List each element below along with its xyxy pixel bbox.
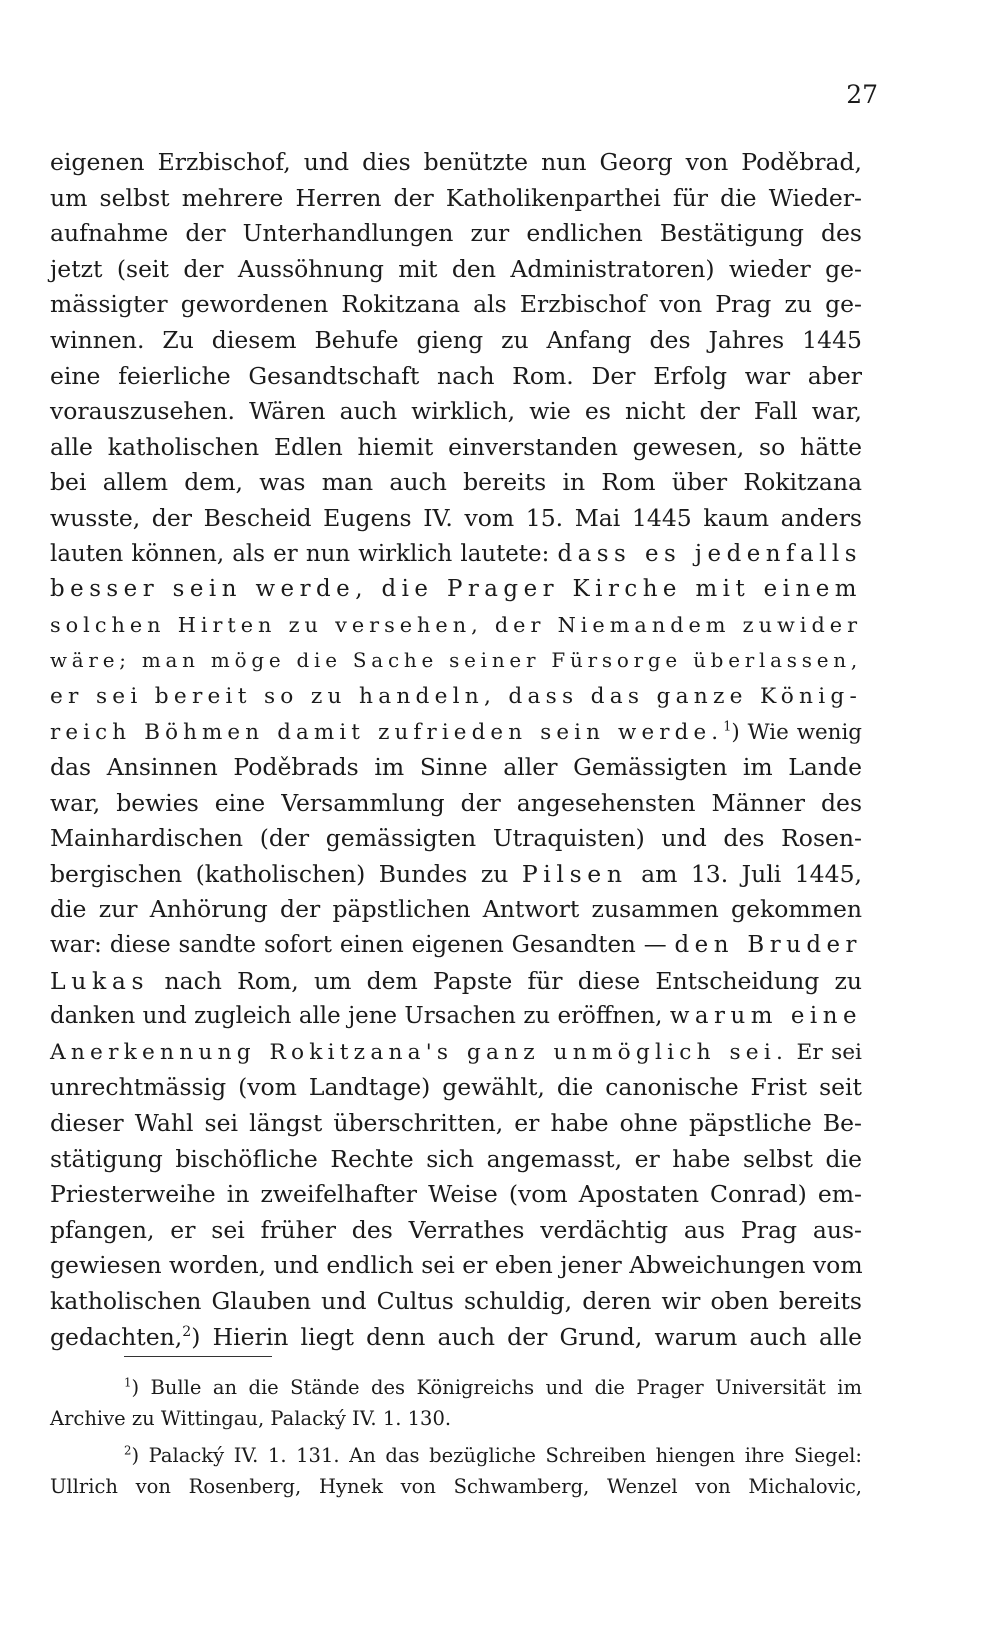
text-run: danken und zugleich alle jene Ursachen zu eröffnen,	[50, 1003, 670, 1030]
spaced-text: reich Böhmen damit zufrieden sein werde.	[50, 719, 724, 745]
spaced-text: warum eine	[669, 1003, 862, 1030]
footnotes	[50, 1372, 862, 1502]
text-run: am 13. Juli 1445,	[627, 859, 862, 888]
text-line	[50, 857, 862, 893]
text-run: um selbst mehrere Herren der Katholikenparthei für die Wieder-	[50, 183, 862, 212]
spaced-text: er sei bereit so zu handeln, dass das ganze König-	[50, 683, 862, 709]
footnote-marker: 1	[124, 1375, 132, 1390]
footnote-line	[50, 1440, 862, 1471]
text-run: winnen. Zu diesem Behufe gieng zu Anfang des Jahres 1445	[50, 325, 862, 354]
text-run: ) Wie wenig	[731, 719, 862, 745]
text-run: gedachten,	[50, 1322, 183, 1351]
text-run: bergischen (katholischen) Bundes zu	[50, 859, 522, 888]
text-line	[50, 145, 862, 181]
text-line	[50, 999, 862, 1035]
text-run: war: diese sandte sofort einen eigenen Gesandten —	[50, 932, 675, 959]
text-line	[50, 1142, 862, 1178]
text-line	[50, 252, 862, 288]
text-run: alle katholischen Edlen hiemit einverstanden gewesen, so hätte	[50, 432, 862, 461]
text-line	[50, 216, 862, 252]
text-line	[50, 1284, 862, 1320]
text-run: katholischen Glauben und Cultus schuldig, deren wir oben bereits	[50, 1287, 862, 1315]
footnote-line	[50, 1471, 862, 1502]
text-run: unrechtmässig (vom Landtage) gewählt, die canonische Frist seit	[50, 1073, 862, 1102]
spaced-text: den Bruder	[674, 932, 863, 959]
text-line	[50, 572, 862, 608]
text-run: das Ansinnen Poděbrads im Sinne aller Gemässigten im Lande	[50, 753, 862, 782]
text-run: lauten können, als er nun wirklich lautete:	[50, 540, 558, 567]
text-line	[50, 287, 862, 323]
footnote-line	[50, 1372, 862, 1403]
text-run: jetzt (seit der Aussöhnung mit den Administratoren) wieder ge-	[50, 254, 862, 283]
footnote-marker: 2	[182, 1323, 192, 1340]
text-line	[50, 394, 862, 430]
text-run: nach Rom, um dem Papste für diese Entscheidung zu	[149, 966, 862, 995]
spaced-text: wäre; man möge die Sache seiner Fürsorge überlassen,	[50, 649, 862, 673]
text-line	[50, 501, 862, 537]
spaced-text: dass es jedenfalls	[557, 540, 862, 567]
text-run: die zur Anhörung der päpstlichen Antwort zusammen gekommen	[50, 895, 862, 924]
text-run: bei allem dem, was man auch bereits in Rom über Rokitzana	[50, 468, 862, 497]
text-run: eigenen Erzbischof, und dies benützte nun Georg von Poděbrad,	[50, 148, 862, 176]
text-line	[50, 715, 862, 751]
text-line	[50, 323, 862, 359]
text-line	[50, 537, 862, 573]
text-line	[50, 1248, 862, 1284]
text-run: ) Palacký IV. 1. 131. An das bezügliche Schreiben hiengen ihre Siegel:	[131, 1444, 862, 1467]
text-run: stätigung bischöfliche Rechte sich angemasst, er habe selbst die	[50, 1144, 862, 1173]
text-line	[50, 1213, 862, 1249]
text-run: Er sei	[788, 1039, 862, 1065]
footnote-marker: 2	[124, 1443, 132, 1458]
text-run: gewiesen worden, und endlich sei er eben jener Abweichungen vom	[50, 1251, 863, 1280]
text-run: aufnahme der Unterhandlungen zur endlichen Bestätigung des	[50, 219, 862, 248]
spaced-text: Pilsen	[521, 859, 628, 888]
footnote-line	[50, 1403, 862, 1434]
text-line	[50, 181, 862, 217]
text-line	[50, 465, 862, 501]
page-number: 27	[846, 80, 878, 109]
text-run: vorauszusehen. Wären auch wirklich, wie es nicht der Fall war,	[50, 397, 862, 426]
spaced-text: Lukas	[50, 966, 150, 995]
spaced-text: solchen Hirten zu versehen, der Niemandem zuwider	[50, 612, 862, 637]
text-line	[50, 643, 862, 679]
text-line	[50, 679, 862, 715]
text-line	[50, 964, 862, 1000]
text-run: Archive zu Wittingau, Palacký IV. 1. 130.	[50, 1407, 452, 1430]
text-line	[50, 786, 862, 822]
text-run: war, bewies eine Versammlung der angesehensten Männer des	[50, 788, 862, 817]
text-run: Mainhardischen (der gemässigten Utraquisten) und des Rosen-	[50, 824, 862, 853]
text-run: Ullrich von Rosenberg, Hynek von Schwamberg, Wenzel von Michalovic,	[50, 1475, 862, 1498]
text-line	[50, 430, 862, 466]
text-run: ) Bulle an die Stände des Königreichs und die Prager Universität im	[131, 1376, 862, 1399]
text-line	[50, 1070, 862, 1106]
text-line	[50, 750, 862, 786]
text-line	[50, 1035, 862, 1071]
text-run: Priesterweihe in zweifelhafter Weise (vom Apostaten Conrad) em-	[50, 1180, 862, 1209]
text-line	[50, 608, 862, 644]
footnote-separator	[124, 1356, 272, 1357]
text-line	[50, 359, 862, 395]
text-run: mässigter gewordenen Rokitzana als Erzbischof von Prag zu ge-	[50, 290, 862, 319]
text-line	[50, 1177, 862, 1213]
text-run: dieser Wahl sei längst überschritten, er habe ohne päpstliche Be-	[50, 1109, 862, 1138]
text-run: ) Hierin liegt denn auch der Grund, warum auch alle	[191, 1322, 862, 1351]
spaced-text: Anerkennung Rokitzana's ganz unmöglich sei.	[50, 1039, 789, 1065]
body-text	[50, 145, 862, 1355]
text-run: eine feierliche Gesandtschaft nach Rom. Der Erfolg war aber	[50, 361, 862, 390]
text-line	[50, 928, 862, 964]
text-run: wusste, der Bescheid Eugens IV. vom 15. Mai 1445 kaum anders	[50, 503, 862, 532]
text-line	[50, 821, 862, 857]
text-line	[50, 892, 862, 928]
text-line	[50, 1320, 862, 1356]
footnote-marker: 1	[723, 719, 732, 735]
spaced-text: besser sein werde, die Prager Kirche mit einem	[50, 576, 862, 603]
text-run: pfangen, er sei früher des Verrathes verdächtig aus Prag aus-	[50, 1215, 862, 1244]
text-line	[50, 1106, 862, 1142]
